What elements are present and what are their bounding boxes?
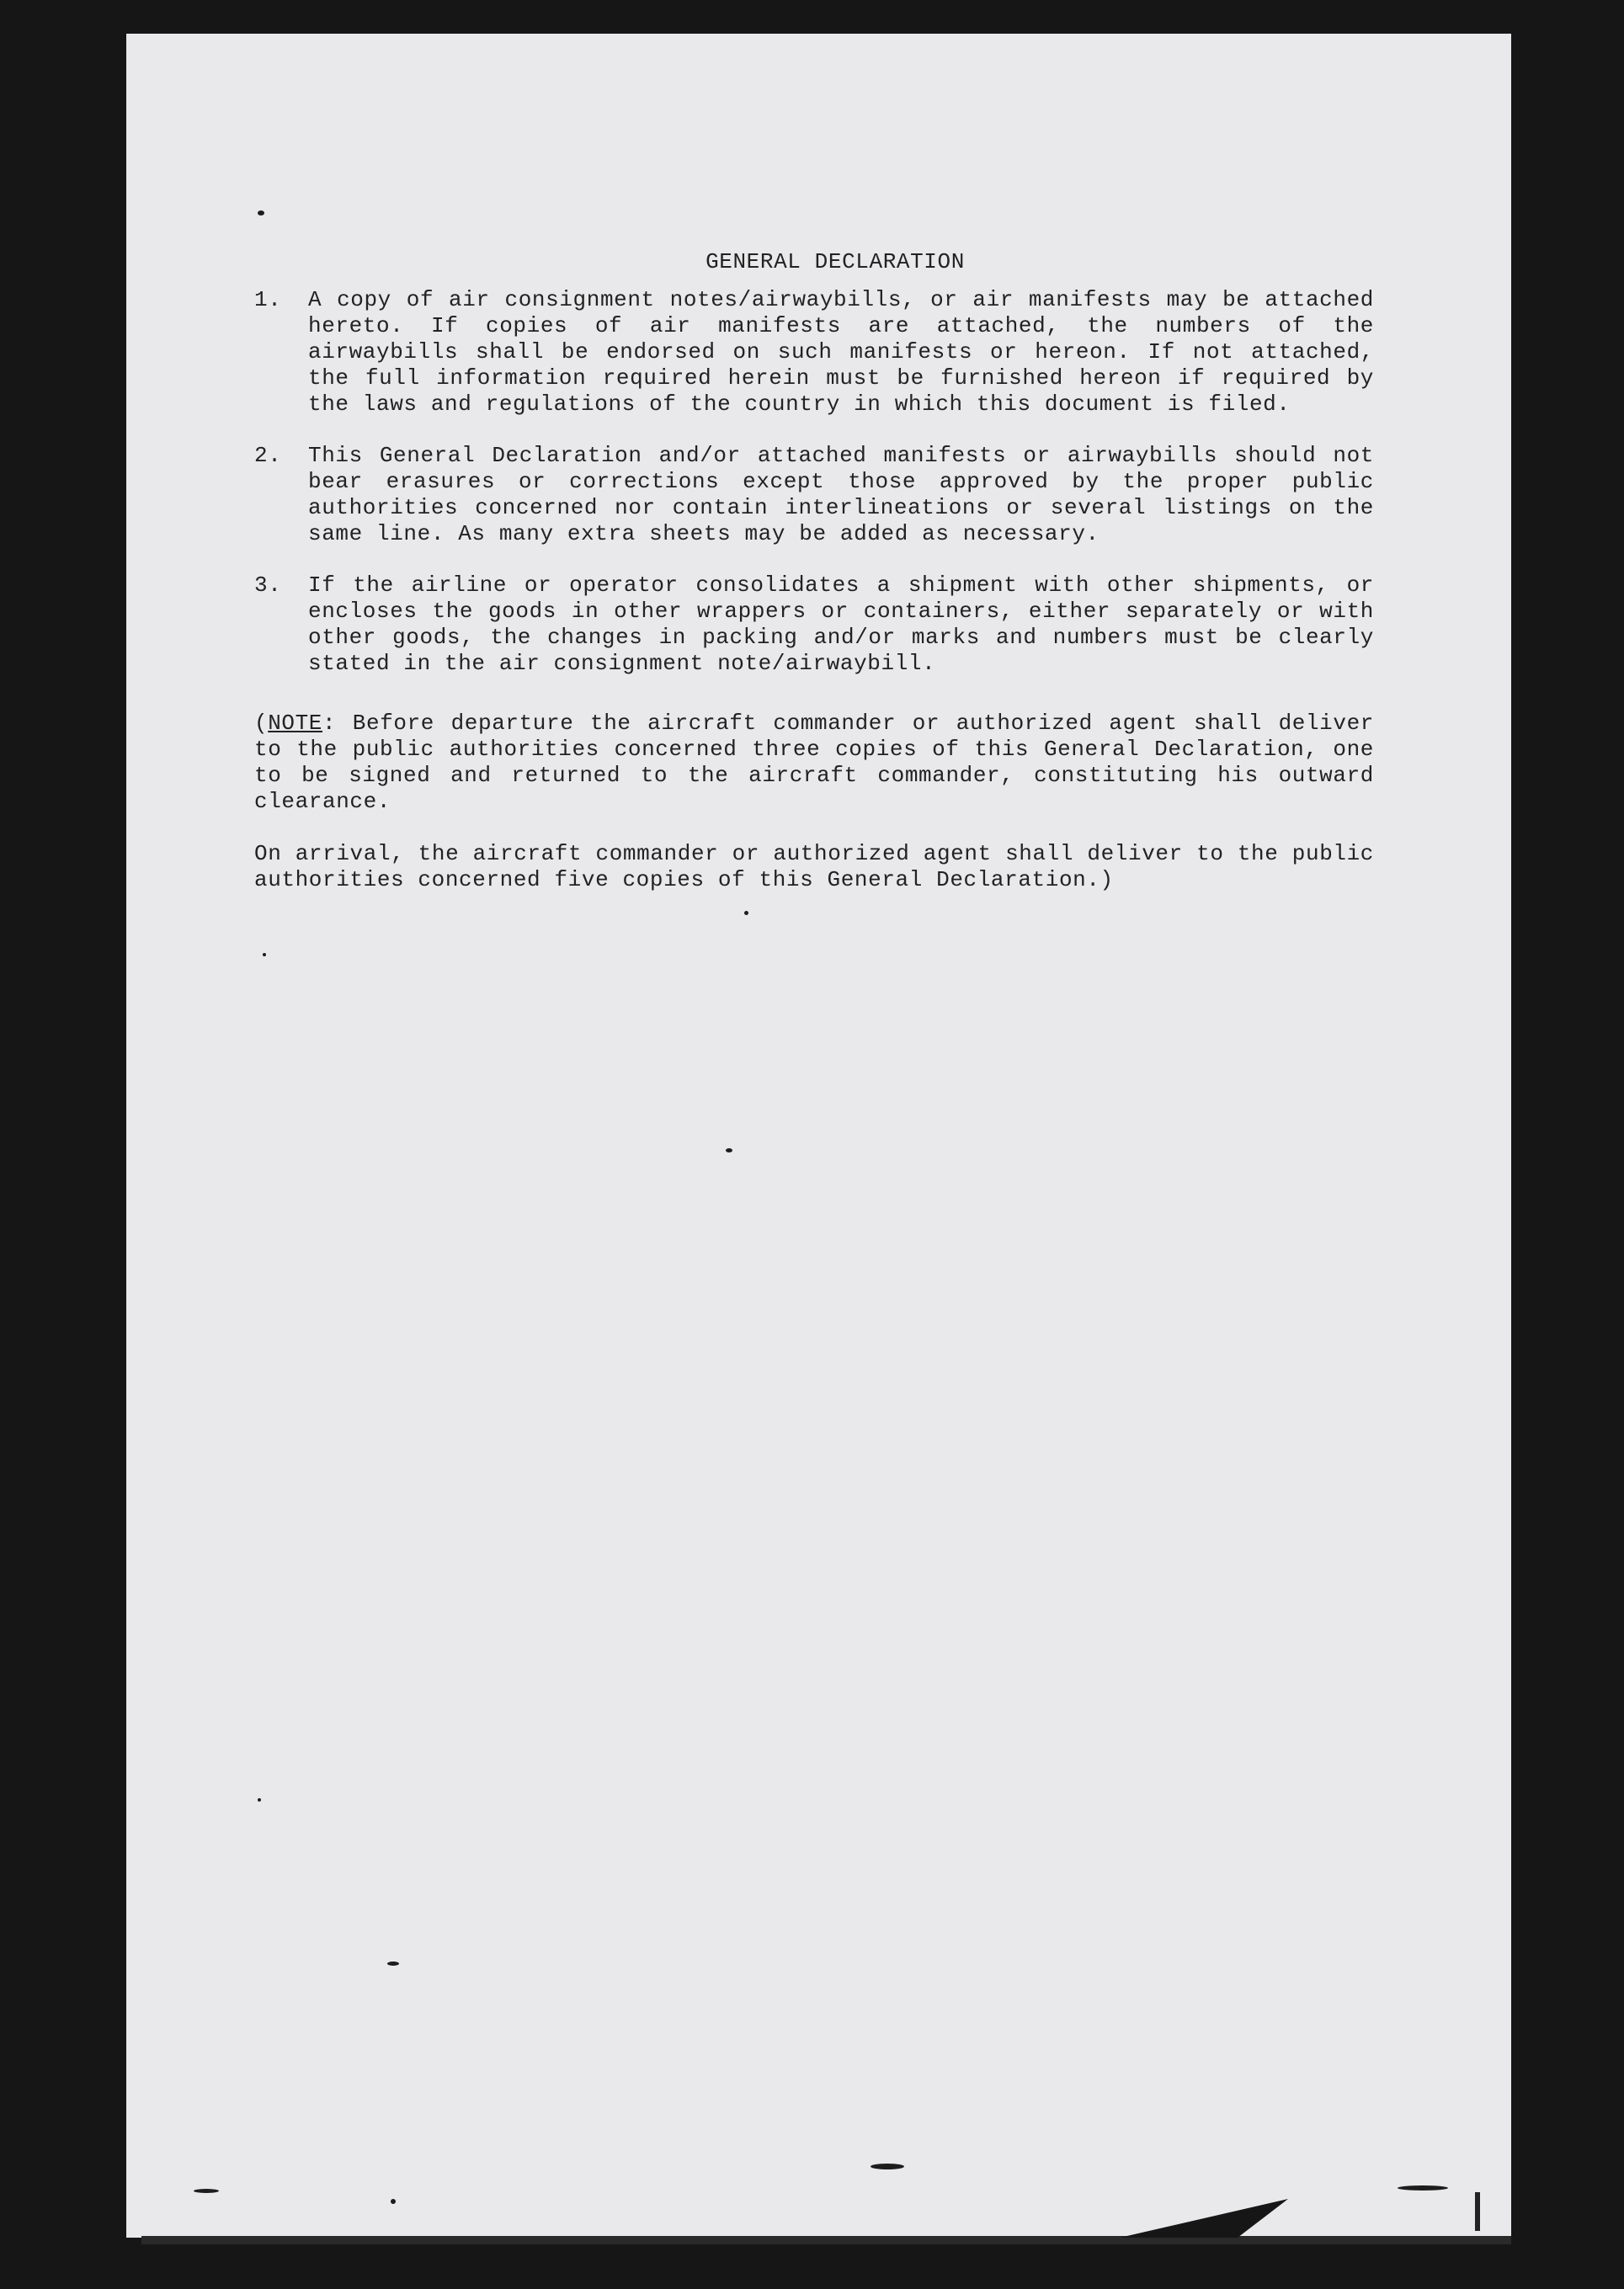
list-item xyxy=(254,443,1374,547)
scan-speck xyxy=(1398,2185,1448,2191)
scan-speck xyxy=(387,1962,399,1966)
document-title: GENERAL DECLARATION xyxy=(706,249,965,274)
scan-speck xyxy=(258,1798,261,1802)
scan-speck xyxy=(391,2199,396,2204)
note-text: : Before departure the aircraft commander or authorized agent shall deliver to the public authorities concerned three copies of this General Declaration, one to be signed and returned to the aircraft commander, constituting his outward clearance. xyxy=(254,711,1374,814)
list-item xyxy=(254,287,1374,418)
note-open-paren: ( xyxy=(254,711,269,736)
scan-speck xyxy=(744,911,748,915)
scan-speck xyxy=(194,2189,219,2193)
item-number: 1. xyxy=(254,287,282,312)
item-number: 2. xyxy=(254,443,282,468)
scan-speck xyxy=(263,953,266,956)
note-paragraph xyxy=(254,711,1374,815)
note-label: NOTE xyxy=(268,711,323,736)
item-text: If the airline or operator consolidates a shipment with other shipments, or encloses the goods in other wrappers or containers, either separately or with other goods, the changes in packing and/or marks and numbers must be clearly stated in the air consignment note/airwaybill. xyxy=(308,572,1374,676)
list-item xyxy=(254,572,1374,677)
item-number: 3. xyxy=(254,572,282,598)
item-text: This General Declaration and/or attached manifests or airwaybills should not bear erasures or corrections except those approved by the proper public authorities concerned nor contain interlineations or several listings on the same line. As many extra sheets may be added as necessary. xyxy=(308,443,1374,546)
edge-mark xyxy=(1475,2192,1480,2231)
scan-speck xyxy=(258,210,264,216)
item-text: A copy of air consignment notes/airwaybills, or air manifests may be attached hereto. If copies of air manifests are attached, the numbers of the airwaybills shall be endorsed on such manifests or hereon. If not attached, the full information required herein must be furnished hereon if required by the laws and regulations of the country in which this document is filed. xyxy=(308,287,1374,417)
scan-speck xyxy=(871,2164,904,2169)
arrival-paragraph: On arrival, the aircraft commander or authorized agent shall deliver to the public authorities concerned five copies of this General Declaration.) xyxy=(254,841,1374,892)
document-body xyxy=(254,249,1374,893)
page-edge-shadow xyxy=(141,2236,1511,2244)
scan-speck xyxy=(726,1148,732,1152)
